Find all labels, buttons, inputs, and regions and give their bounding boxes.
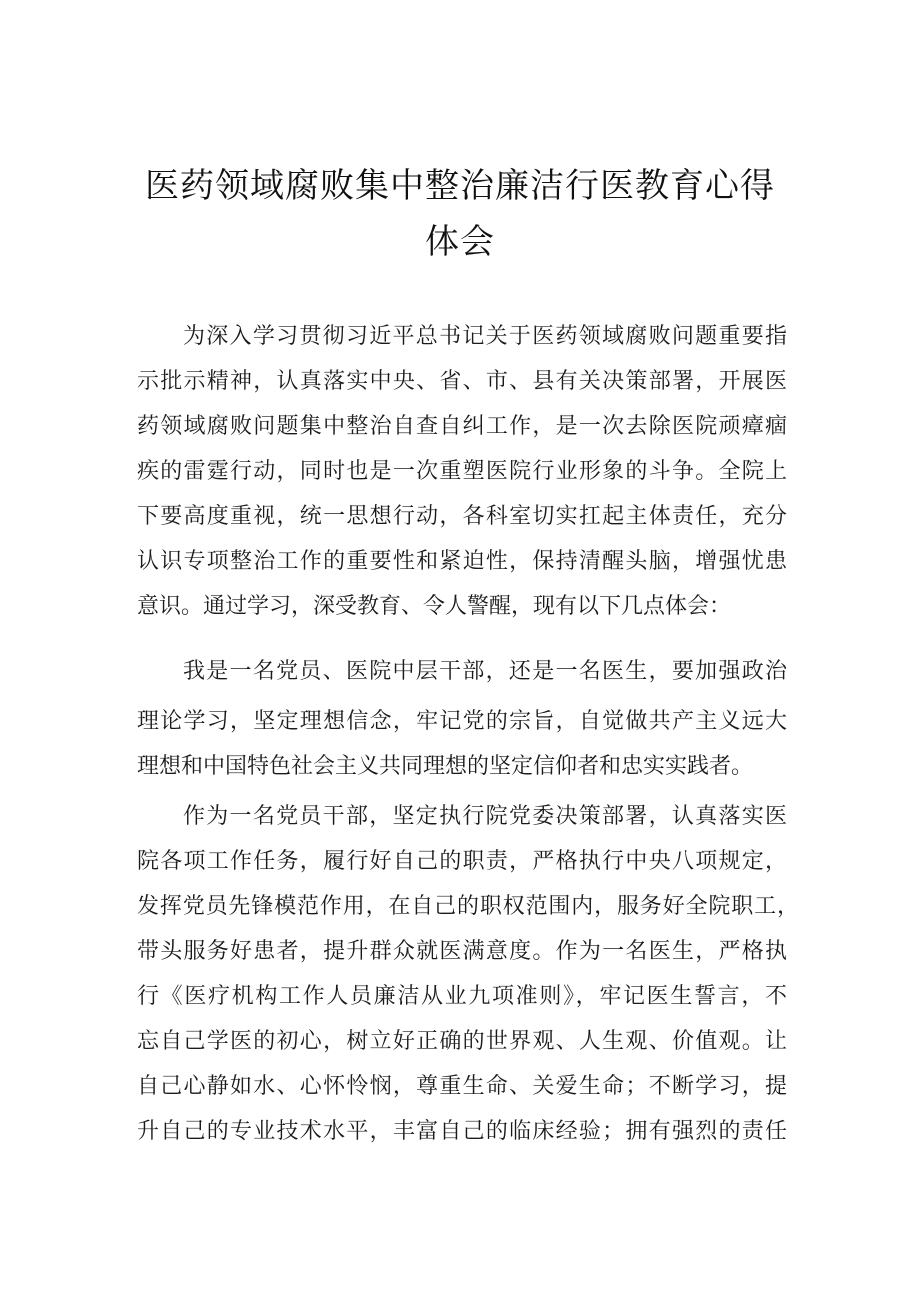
paragraph-1-line-4: 疾的雷霆行动，同时也是一次重塑医院行业形象的斗争。全院上 bbox=[137, 459, 787, 484]
paragraph-1-line-1: 为深入学习贯彻习近平总书记关于医药领域腐败问题重要指 bbox=[183, 324, 787, 349]
paragraph-2-line-1: 我是一名党员、医院中层干部，还是一名医生，要加强政治 bbox=[183, 659, 787, 684]
paragraph-1-line-6: 认识专项整治工作的重要性和紧迫性，保持清醒头脑，增强忧患 bbox=[137, 549, 787, 574]
paragraph-2-line-2: 理论学习，坚定理想信念，牢记党的宗旨，自觉做共产主义远大 bbox=[137, 709, 787, 734]
paragraph-1-line-3: 药领域腐败问题集中整治自查自纠工作，是一次去除医院顽瘴痼 bbox=[137, 414, 787, 439]
paragraph-1-line-2: 示批示精神，认真落实中央、省、市、县有关决策部署，开展医 bbox=[137, 369, 787, 394]
paragraph-2-line-3: 理想和中国特色社会主义共同理想的坚定信仰者和忠实实践者。 bbox=[137, 754, 754, 779]
paragraph-3-line-3: 发挥党员先锋模范作用，在自己的职权范围内，服务好全院职工， bbox=[137, 894, 799, 919]
paragraph-3-line-5: 行《医疗机构工作人员廉洁从业九项准则》，牢记医生誓言，不 bbox=[137, 984, 787, 1009]
paragraph-3-line-6: 忘自己学医的初心，树立好正确的世界观、人生观、价值观。让 bbox=[137, 1029, 787, 1054]
paragraph-1-line-7: 意识。通过学习，深受教育、令人警醒，现有以下几点体会： bbox=[137, 594, 732, 619]
paragraph-1-line-5: 下要高度重视，统一思想行动，各科室切实扛起主体责任，充分 bbox=[137, 504, 787, 529]
paragraph-3-line-1: 作为一名党员干部，坚定执行院党委决策部署，认真落实医 bbox=[183, 804, 787, 829]
paragraph-3-line-7: 自己心静如水、心怀怜悯，尊重生命、关爱生命；不断学习，提 bbox=[137, 1074, 787, 1099]
paragraph-3-line-8: 升自己的专业技术水平，丰富自己的临床经验；拥有强烈的责任 bbox=[137, 1119, 787, 1144]
paragraph-3-line-2: 院各项工作任务，履行好自己的职责，严格执行中央八项规定， bbox=[137, 849, 787, 874]
document-title-line-2: 体会 bbox=[425, 222, 495, 262]
document-title-line-1: 医药领域腐败集中整治廉洁行医教育心得 bbox=[145, 166, 775, 206]
paragraph-3-line-4: 带头服务好患者，提升群众就医满意度。作为一名医生，严格执 bbox=[137, 939, 787, 964]
